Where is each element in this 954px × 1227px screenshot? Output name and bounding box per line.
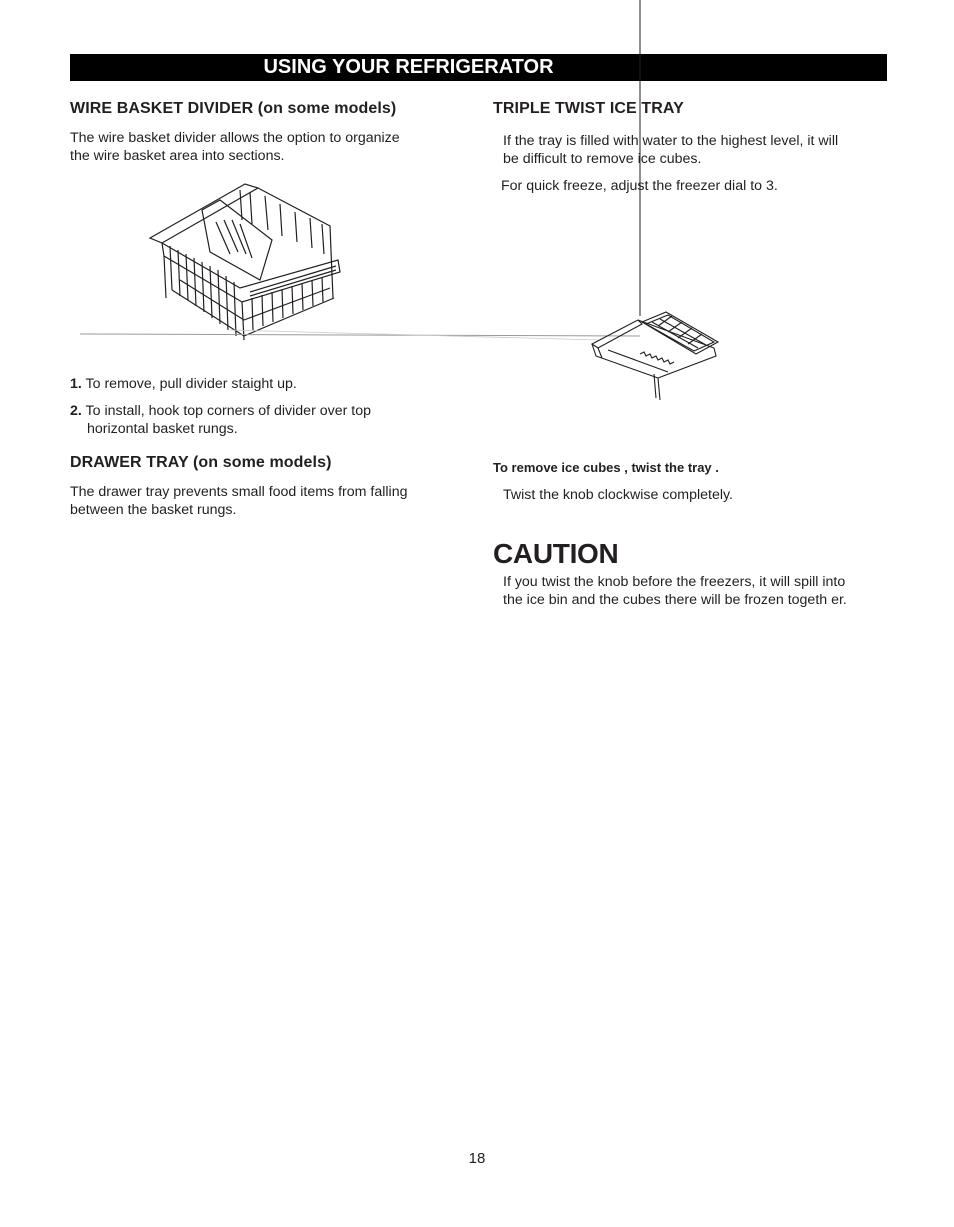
caution-line2: the ice bin and the cubes there will be frozen togeth er. — [503, 592, 847, 608]
ice-tray-p1-line2: be difficult to remove ice cubes. — [503, 151, 702, 167]
leader-line — [0, 0, 954, 400]
remove-cubes-label: To remove ice cubes , twist the tray . — [493, 460, 719, 475]
wire-basket-heading: WIRE BASKET DIVIDER (on some models) — [70, 100, 397, 117]
ice-tray-p1-line1: If the tray is filled with water to the highest level, it will — [503, 133, 839, 149]
caution-title: CAUTION — [493, 538, 619, 569]
wire-basket-step-2 — [70, 402, 371, 421]
ice-tray-p2: For quick freeze, adjust the freezer dial to 3. — [501, 178, 778, 194]
ice-tray-heading: TRIPLE TWIST ICE TRAY — [493, 100, 684, 117]
wire-basket-intro-line1: The wire basket divider allows the option to organize — [70, 130, 400, 146]
caution-line1: If you twist the knob before the freezers, it will spill into — [503, 574, 846, 590]
wire-basket-step-1 — [70, 375, 297, 394]
ice-tray-illustration — [588, 308, 728, 404]
step-2-number: 2. — [70, 403, 82, 419]
page-number: 18 — [468, 1150, 486, 1167]
drawer-tray-heading: DRAWER TRAY (on some models) — [70, 454, 332, 471]
step-2-text-line1: To install, hook top corners of divider over top — [85, 403, 372, 419]
step-1-text: To remove, pull divider staight up. — [85, 376, 297, 392]
drawer-tray-line2: between the basket rungs. — [70, 502, 237, 518]
step-1-number: 1. — [70, 376, 82, 392]
wire-basket-intro-line2: the wire basket area into sections. — [70, 148, 285, 164]
drawer-tray-line1: The drawer tray prevents small food items from falling — [70, 484, 408, 500]
section-title: USING YOUR REFRIGERATOR — [263, 56, 554, 78]
twist-knob-text: Twist the knob clockwise completely. — [503, 487, 733, 503]
step-2-text-line2: horizontal basket rungs. — [87, 421, 238, 437]
